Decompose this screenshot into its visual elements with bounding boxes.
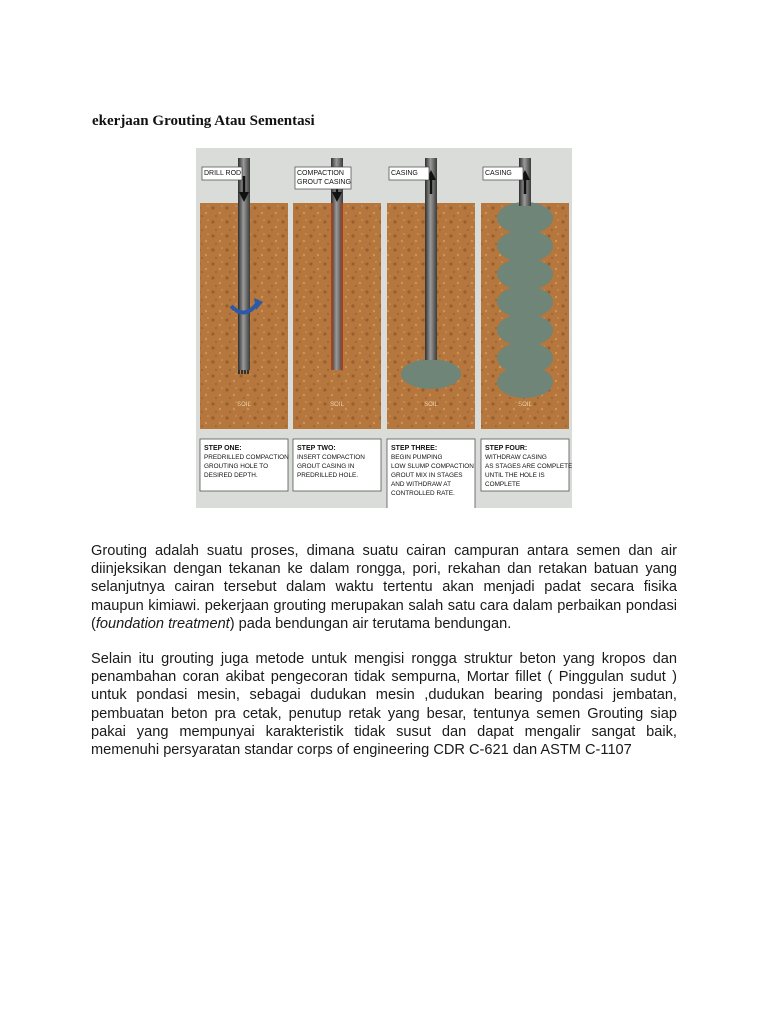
step-description-line: GROUT CASING IN [297,463,355,470]
paragraph-grouting-definition: Grouting adalah suatu proses, dimana suatu cairan campuran antara semen dan air diinjeksikan dengan tekanan ke dalam rongga, pori, rekahan dan retakan batuan yang selanjutnya cairan tersebut dalam waktu tertentu akan menjadi padat secara fisika maupun kimiawi. pekerjaan grouting merupakan salah satu cara dalam perbaikan pondasi (foundation treatment) pada bendungan air terutama bendungan. [91,543,677,632]
soil-label: SOIL [237,402,251,408]
step-description-line: CONTROLLED RATE. [391,490,455,497]
step-title: STEP ONE: [204,445,242,452]
grout-bulb [401,359,461,389]
soil-label: SOIL [424,402,438,408]
grout-column-stage [497,258,553,290]
step-description-line: PREDRILLED COMPACTION [204,454,289,461]
step-description-line: GROUTING HOLE TO [204,463,269,470]
drill-bit-tooth [244,370,246,374]
step-panel-4 [481,158,572,491]
step-description-line: GROUT MIX IN STAGES [391,472,463,479]
top-label-text: CASING [485,170,512,177]
step-description-line: AND WITHDRAW AT [391,481,451,488]
grout-column-stage [497,202,553,234]
grout-column-stage [497,314,553,346]
paragraph-grouting-uses: Selain itu grouting juga metode untuk mengisi rongga struktur beton yang kropos dan penambahan coran akibat pengecoran tidak sempurna, Mortar fillet ( Pinggulan sudut ) untuk pondasi mesin, sebagai dudukan mesin ,dudukan bearing pondasi jembatan, pembuatan beton pra cetak, penutup retak yang besar, tentunya semen Grouting siap pakai yang mempunyai karakteristik tidak susut dan dapat mengalir sangat baik, memenuhi persyaratan standar corps of engineering CDR C-621 dan ASTM C-1107 [91,651,677,759]
step-panel-2 [293,158,381,491]
step-panel-3 [387,158,475,508]
soil-label: SOIL [518,402,532,408]
page-heading: ekerjaan Grouting Atau Sementasi [92,113,315,129]
step-title: STEP TWO: [297,445,336,452]
casing-edge [331,203,333,370]
step-description-line: PREDRILLED HOLE. [297,472,359,479]
drill-bit-tooth [238,370,240,374]
step-panel-1 [200,158,289,491]
step-title: STEP THREE: [391,445,438,452]
step-description-line: WITHDRAW CASING [485,454,547,461]
top-label-text: DRILL ROD [204,170,242,177]
grout-column-stage [497,286,553,318]
emphasis-foundation-treatment: foundation treatment [95,615,230,632]
drill-bit-tooth [241,370,243,374]
step-description-line: DESIRED DEPTH. [204,472,258,479]
top-label-text: COMPACTION [297,170,344,177]
grout-column-stage [497,366,553,398]
drill-bit-tooth [247,370,249,374]
step-title: STEP FOUR: [485,445,528,452]
top-label-text: CASING [391,170,418,177]
top-label-text: GROUT CASING [297,179,351,186]
step-description-line: UNTIL THE HOLE IS [485,472,545,479]
step-description-line: BEGIN PUMPING [391,454,443,461]
casing-edge [341,203,343,370]
soil-label: SOIL [330,402,344,408]
grout-column-stage [497,230,553,262]
step-description-line: COMPLETE [485,481,521,488]
compaction-grouting-diagram [196,148,572,508]
step-description-line: AS STAGES ARE COMPLETE [485,463,572,470]
step-description-line: LOW SLUMP COMPACTION [391,463,474,470]
step-description-line: INSERT COMPACTION [297,454,365,461]
